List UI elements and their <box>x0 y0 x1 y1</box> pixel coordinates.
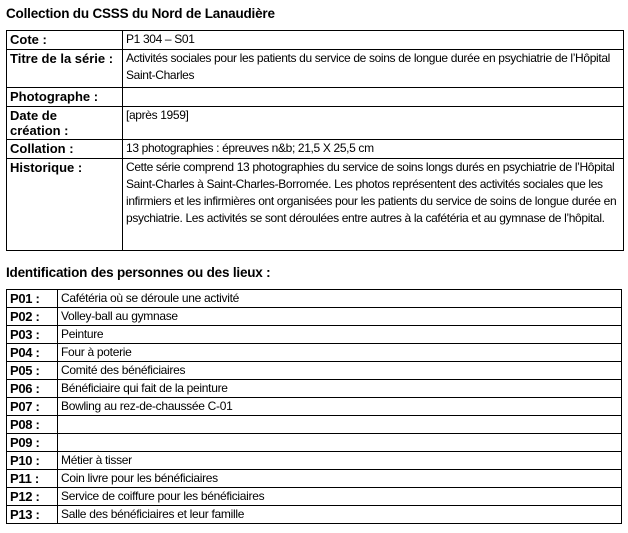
metadata-value <box>123 88 624 107</box>
table-row <box>7 362 622 380</box>
table-row <box>7 470 622 488</box>
photo-description: Volley-ball au gymnase <box>58 308 622 326</box>
photo-description: Four à poterie <box>58 344 622 362</box>
metadata-row-titre <box>7 50 624 88</box>
table-row <box>7 344 622 362</box>
photo-code: P06 : <box>7 380 58 398</box>
table-row <box>7 380 622 398</box>
metadata-row-historique <box>7 159 624 251</box>
photo-description: Métier à tisser <box>58 452 622 470</box>
metadata-table <box>6 30 624 251</box>
photo-code: P08 : <box>7 416 58 434</box>
photo-code: P12 : <box>7 488 58 506</box>
metadata-row-cote <box>7 31 624 50</box>
photo-description <box>58 416 622 434</box>
photo-description: Coin livre pour les bénéficiaires <box>58 470 622 488</box>
photo-code: P03 : <box>7 326 58 344</box>
photo-description: Peinture <box>58 326 622 344</box>
photo-code: P09 : <box>7 434 58 452</box>
identification-heading: Identification des personnes ou des lieux : <box>6 265 271 280</box>
photo-description <box>58 434 622 452</box>
metadata-value: [après 1959] <box>123 107 624 140</box>
photo-code: P01 : <box>7 290 58 308</box>
photo-code: P13 : <box>7 506 58 524</box>
table-row <box>7 416 622 434</box>
metadata-label: Historique : <box>7 159 123 251</box>
table-row <box>7 506 622 524</box>
photo-code: P11 : <box>7 470 58 488</box>
photo-code: P02 : <box>7 308 58 326</box>
metadata-value: Activités sociales pour les patients du service de soins de longue durée en psychiatrie de l’Hôpital Saint-Charles <box>123 50 624 88</box>
photo-description: Salle des bénéficiaires et leur famille <box>58 506 622 524</box>
metadata-label: Collation : <box>7 140 123 159</box>
photo-code: P05 : <box>7 362 58 380</box>
metadata-value: Cette série comprend 13 photographies du service de soins longs durés en psychiatrie de l’Hôpital Saint-Charles à Saint-Charles-Borromée. Les photos représentent des activités sociales que les infirmiers et les infirmières ont organisées pour les patients du service de soins de longue durée en psychiatrie. Les activités se sont déroulées entre autres à la cafétéria et au gymnase de l’hôpital. <box>123 159 624 251</box>
metadata-label: Cote : <box>7 31 123 50</box>
table-row <box>7 398 622 416</box>
photo-description: Bénéficiaire qui fait de la peinture <box>58 380 622 398</box>
photo-code: P07 : <box>7 398 58 416</box>
metadata-value: 13 photographies : épreuves n&b; 21,5 X 25,5 cm <box>123 140 624 159</box>
table-row <box>7 308 622 326</box>
table-row <box>7 290 622 308</box>
photo-description: Bowling au rez-de-chaussée C-01 <box>58 398 622 416</box>
photo-description: Service de coiffure pour les bénéficiaires <box>58 488 622 506</box>
metadata-label: Titre de la série : <box>7 50 123 88</box>
table-row <box>7 452 622 470</box>
identification-table <box>6 289 622 524</box>
photo-code: P04 : <box>7 344 58 362</box>
table-row <box>7 488 622 506</box>
metadata-label: Date de création : <box>7 107 123 140</box>
collection-title: Collection du CSSS du Nord de Lanaudière <box>6 6 275 21</box>
table-row <box>7 326 622 344</box>
photo-description: Comité des bénéficiaires <box>58 362 622 380</box>
metadata-row-date <box>7 107 624 140</box>
photo-description: Cafétéria où se déroule une activité <box>58 290 622 308</box>
metadata-label: Photographe : <box>7 88 123 107</box>
photo-code: P10 : <box>7 452 58 470</box>
metadata-row-photographe <box>7 88 624 107</box>
metadata-value: P1 304 – S01 <box>123 31 624 50</box>
table-row <box>7 434 622 452</box>
metadata-row-collation <box>7 140 624 159</box>
